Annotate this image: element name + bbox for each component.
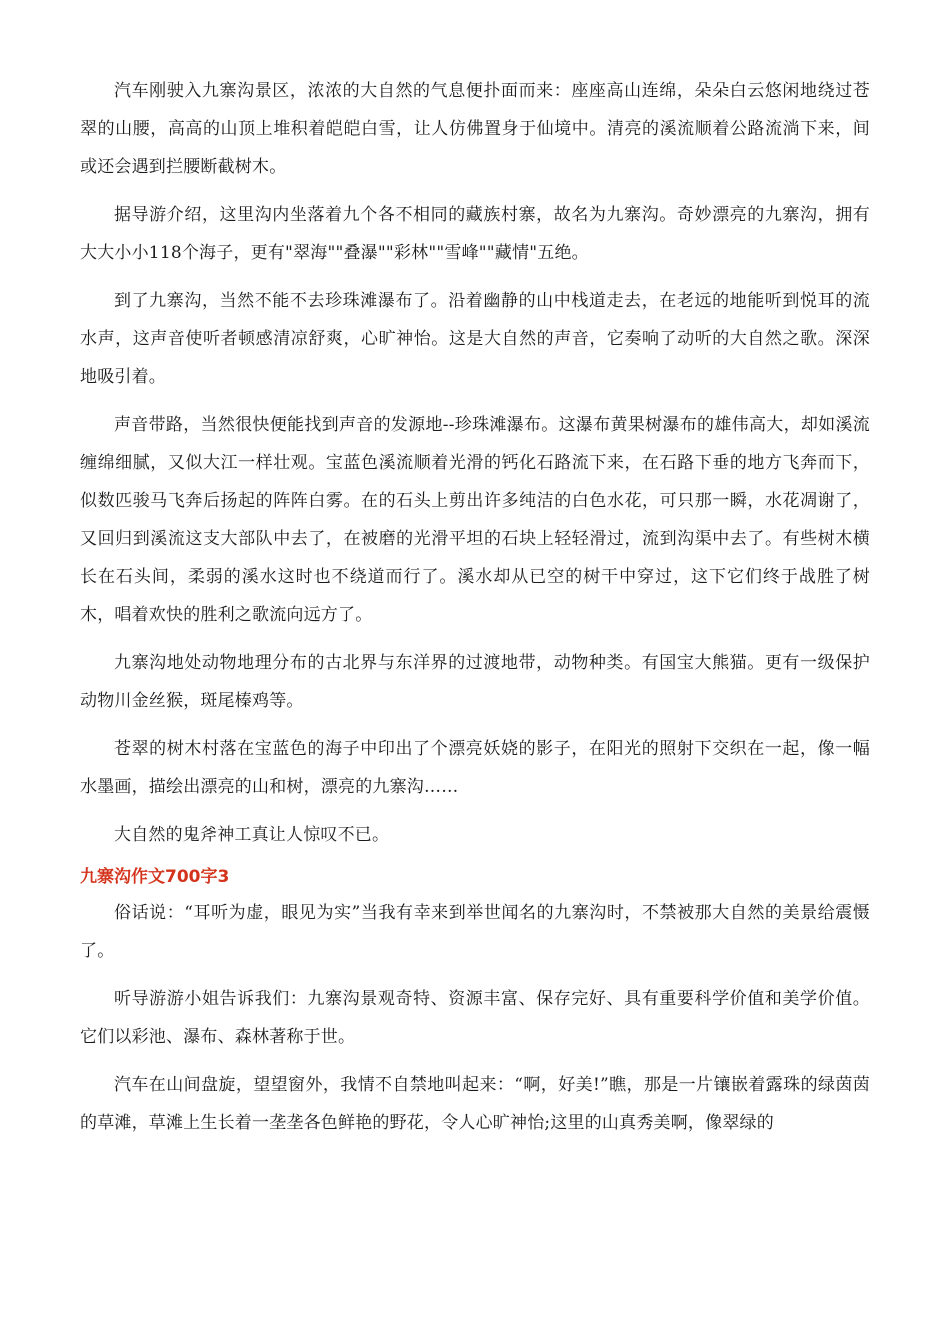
paragraph-guide-introduction: 据导游介绍，这里沟内坐落着九个各不相同的藏族村寨，故名为九寨沟。奇妙漂亮的九寨沟，拥有大大小小118个海子，更有"翠海""叠瀑""彩林""雪峰""藏情"五绝。 — [80, 205, 870, 263]
document-page — [80, 72, 870, 1142]
paragraph-closing: 大自然的鬼斧神工真让人惊叹不已。 — [114, 825, 390, 845]
paragraph-animals: 九寨沟地处动物地理分布的古北界与东洋界的过渡地带，动物种类。有国宝大熊猫。更有一级保护动物川金丝猴，斑尾榛鸡等。 — [80, 653, 870, 711]
paragraph-bus-ride: 汽车在山间盘旋，望望窗外，我情不自禁地叫起来：“啊，好美!”瞧，那是一片镶嵌着露珠的绿茵茵的草滩，草滩上生长着一垄垄各色鲜艳的野花，令人心旷神怡;这里的山真秀美啊，像翠绿的 — [80, 1075, 870, 1133]
paragraph-reflections: 苍翠的树木村落在宝蓝色的海子中印出了个漂亮妖娆的影子，在阳光的照射下交织在一起，像一幅水墨画，描绘出漂亮的山和树，漂亮的九寨沟…… — [80, 739, 870, 797]
paragraph-entering-scenic-area: 汽车刚驶入九寨沟景区，浓浓的大自然的气息便扑面而来：座座高山连绵，朵朵白云悠闲地绕过苍翠的山腰，高高的山顶上堆积着皑皑白雪，让人仿佛置身于仙境中。清亮的溪流顺着公路流淌下来，间或还会遇到拦腰断截树木。 — [80, 81, 870, 177]
paragraph-guide-says: 听导游游小姐告诉我们：九寨沟景观奇特、资源丰富、保存完好、具有重要科学价值和美学价值。它们以彩池、瀑布、森林著称于世。 — [80, 989, 870, 1047]
paragraph-pearl-beach-waterfall: 声音带路，当然很快便能找到声音的发源地--珍珠滩瀑布。这瀑布黄果树瀑布的雄伟高大，却如溪流缠绵细腻，又似大江一样壮观。宝蓝色溪流顺着光滑的钙化石路流下来，在石路下垂的地方飞奔而下，似数匹骏马飞奔后扬起的阵阵白雾。在的石头上剪出许多纯洁的白色水花，可只那一瞬，水花凋谢了，又回归到溪流这支大部队中去了，在被磨的光滑平坦的石块上轻轻滑过，流到沟渠中去了。有些树木横长在石头间，柔弱的溪水这时也不绕道而行了。溪水却从已空的树干中穿过，这下它们终于战胜了树木，唱着欢快的胜利之歌流向远方了。 — [80, 415, 870, 625]
paragraph-proverb: 俗话说：“耳听为虚，眼见为实”当我有幸来到举世闻名的九寨沟时，不禁被那大自然的美景给震慑了。 — [80, 903, 870, 961]
paragraph-pearl-beach-arrival: 到了九寨沟，当然不能不去珍珠滩瀑布了。沿着幽静的山中栈道走去，在老远的地能听到悦耳的流水声，这声音使听者顿感清凉舒爽，心旷神怡。这是大自然的声音，它奏响了动听的大自然之歌。深深地吸引着。 — [80, 291, 870, 387]
section-heading: 九寨沟作文700字3 — [80, 867, 230, 887]
